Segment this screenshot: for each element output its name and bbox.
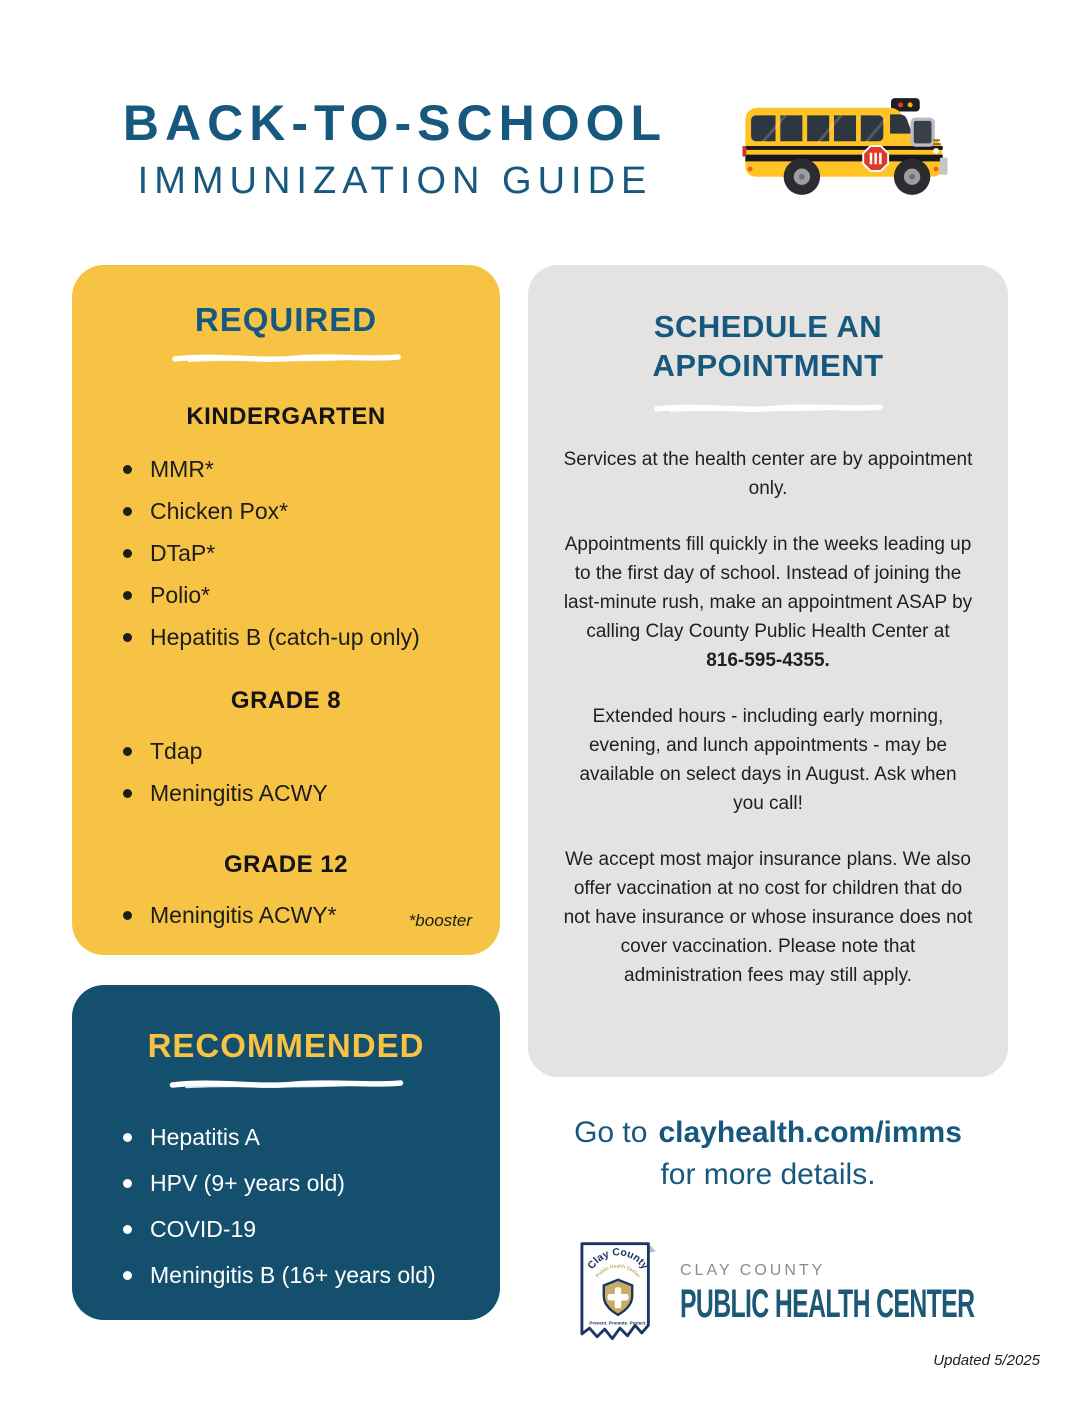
grade-heading-8: GRADE 8 [230,687,342,714]
list-item: Meningitis ACWY [118,779,500,807]
schedule-paragraph: Services at the health center are by appointment only. [563,449,973,499]
recommended-title: RECOMMENDED [147,1027,425,1064]
grade-heading-kindergarten: KINDERGARTEN [186,403,386,430]
seal-arc-top: Clay County [586,1247,650,1272]
updated-date: Updated 5/2025 [933,1352,1040,1369]
recommended-section [72,985,500,1320]
schedule-section [528,265,1008,1077]
footer-logo-row [570,1238,1075,1350]
seal-arc-mid: Public Health Center [595,1264,641,1280]
recommended-list [118,1123,500,1289]
schedule-paragraph: Extended hours - including early morning, evening, and lunch appointments - may be available on select days in August. Ask when you call! [579,706,957,814]
schedule-paragraph: We accept most major insurance plans. We also offer vaccination at no cost for children that do not have insurance or whose insurance does not cover vaccination. Please note that administration fees may still apply. [563,849,973,986]
cta-prefix: Go to [574,1116,648,1149]
bus-stop-sign [863,146,888,171]
kindergarten-list [118,455,500,651]
cta-link[interactable]: clayhealth.com/imms [658,1116,962,1149]
schedule-paragraph-text: Appointments fill quickly in the weeks leading up to the first day of school. Instead of joining the last-minute rush, make an appointment ASAP by calling Clay County Public Health Center at [563,534,973,642]
page-title: BACK-TO-SCHOOL [122,95,668,151]
bus-windows [751,115,883,141]
bus-bumper [940,158,948,175]
schedule-paragraph [562,530,974,675]
list-item: HPV (9+ years old) [118,1169,500,1197]
list-item: MMR* [118,455,500,483]
grade-heading-12: GRADE 12 [223,851,349,878]
wordmark-supertitle: CLAY COUNTY [680,1261,826,1279]
required-section [72,265,500,955]
bus-door [912,119,933,145]
brush-underline [164,1077,409,1091]
brush-underline [169,351,404,365]
seal-motto: Prevent. Promote. Protect. [589,1320,647,1326]
bus-windshield [890,114,912,133]
grade8-list [118,737,500,807]
list-item: Polio* [118,581,500,609]
page-subtitle: IMMUNIZATION GUIDE [137,160,653,202]
booster-footnote: *booster [408,911,472,930]
wordmark-main: PUBLIC HEALTH CENTER [680,1281,975,1326]
cta-line2: for more details. [660,1158,876,1191]
list-item: Tdap [118,737,500,765]
phone-number: 816-595-4355. [706,650,830,671]
list-item: Meningitis B (16+ years old) [118,1261,500,1289]
list-item: Hepatitis B (catch-up only) [118,623,500,651]
wordmark [680,1262,1080,1327]
masthead [75,94,715,203]
list-item: Hepatitis A [118,1123,500,1151]
brush-underline [651,401,886,415]
school-bus-icon [730,82,960,212]
clay-county-seal [570,1238,666,1350]
required-title: REQUIRED [194,301,378,338]
list-item: Meningitis ACWY* [118,901,500,929]
cta [528,1112,1008,1196]
list-item: DTaP* [118,539,500,567]
list-item: Chicken Pox* [118,497,500,525]
schedule-title: SCHEDULE AN APPOINTMENT [652,309,884,383]
list-item: COVID-19 [118,1215,500,1243]
